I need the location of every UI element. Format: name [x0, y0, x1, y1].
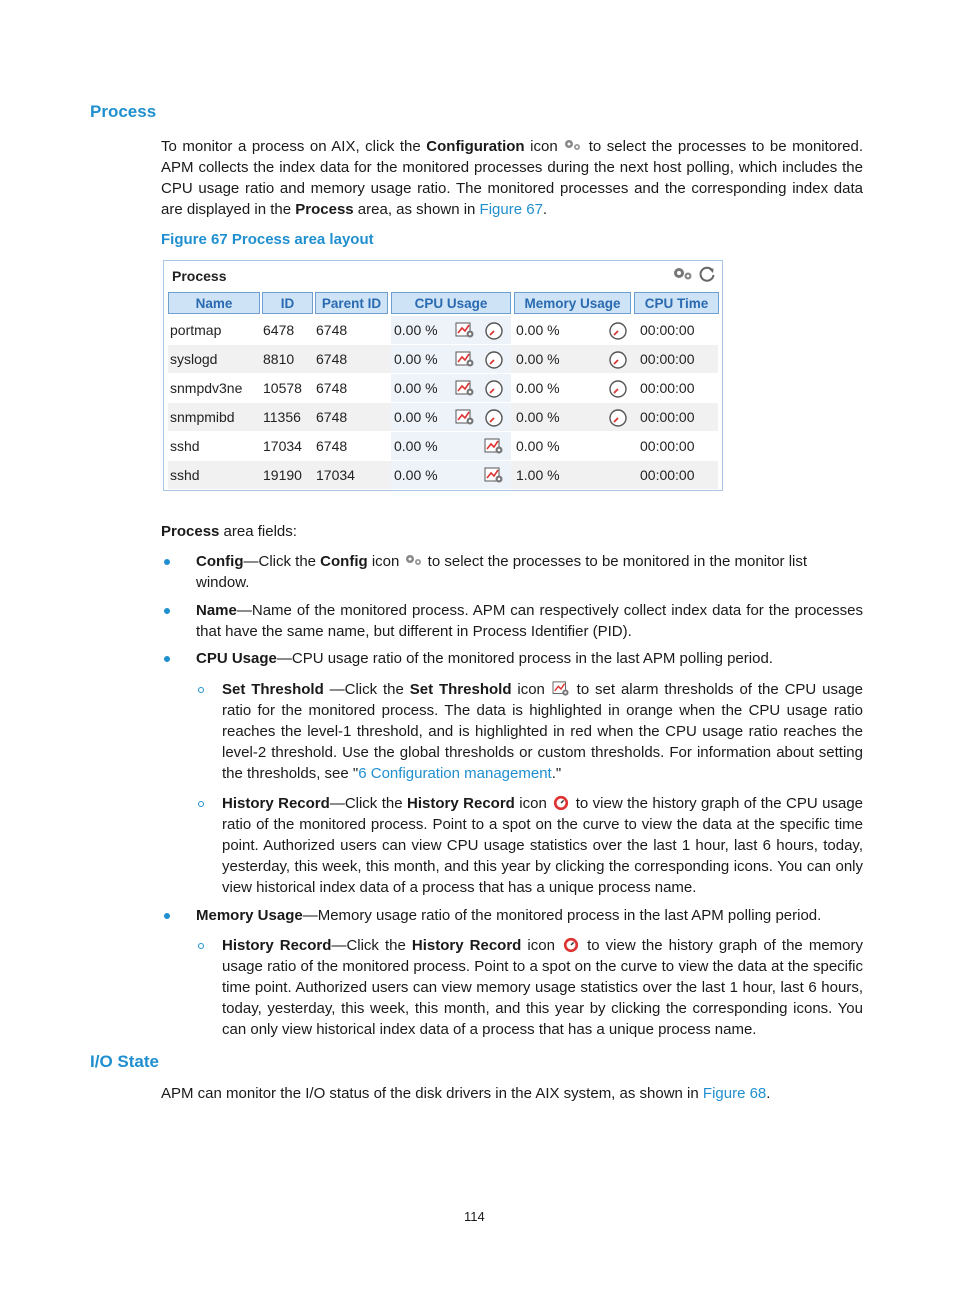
cell-name: snmpmibd — [170, 409, 235, 425]
column-header-name[interactable]: Name — [168, 292, 260, 314]
history-record-icon[interactable] — [484, 379, 504, 399]
history-record-icon[interactable] — [608, 321, 628, 341]
column-header-memory-usage[interactable]: Memory Usage — [514, 292, 631, 314]
field-config: Config—Click the Config icon to select the processes to be monitored in the monitor list window. — [196, 553, 808, 591]
section-heading-io-state: I/O State — [90, 1052, 159, 1071]
panel-title: Process — [172, 268, 227, 284]
field-set-threshold: Set Threshold —Click the Set Threshold icon to set alarm thresholds of the CPU usage ratio for the monitored process. The data is highlighted in orange when the CPU usage ratio reaches the level-1 threshold, and is highlighted in red when the CPU usage ratio reaches the level-2 threshold. Use the global thresholds or custom thresholds. For information about setting the thresholds, see "6 Configuration management." — [222, 681, 863, 782]
table-row — [168, 403, 718, 431]
table-row — [168, 432, 718, 460]
sub-bullet — [198, 801, 204, 807]
io-state-paragraph: APM can monitor the I/O status of the disk drivers in the AIX system, as shown in Figure 68. — [161, 1085, 771, 1102]
config-gears-icon — [404, 553, 424, 569]
column-header-id[interactable]: ID — [262, 292, 313, 314]
cell-id: 10578 — [263, 380, 302, 396]
set-threshold-icon[interactable] — [455, 408, 475, 426]
history-record-icon[interactable] — [608, 408, 628, 428]
cell-cpu-time: 00:00:00 — [640, 380, 695, 396]
cell-cpu-usage: 0.00 % — [394, 351, 438, 367]
set-threshold-icon[interactable] — [484, 466, 504, 484]
cell-name: snmpdv3ne — [170, 380, 243, 396]
history-record-icon — [551, 795, 571, 811]
cell-name: sshd — [170, 438, 200, 454]
cell-id: 6478 — [263, 322, 295, 338]
cell-id: 19190 — [263, 467, 302, 483]
set-threshold-icon[interactable] — [455, 379, 475, 397]
cell-memory-usage: 0.00 % — [516, 409, 560, 425]
page-number: 114 — [464, 1209, 485, 1224]
cell-name: syslogd — [170, 351, 218, 367]
bullet — [164, 608, 170, 614]
cell-parent-id: 6748 — [316, 380, 348, 396]
cell-cpu-time: 00:00:00 — [640, 351, 695, 367]
cell-parent-id: 6748 — [316, 438, 348, 454]
cell-memory-usage: 0.00 % — [516, 322, 560, 338]
cell-cpu-usage: 0.00 % — [394, 322, 438, 338]
table-row — [168, 374, 718, 402]
refresh-icon[interactable] — [698, 265, 716, 283]
column-header-cpu-time[interactable]: CPU Time — [634, 292, 719, 314]
history-record-icon[interactable] — [608, 350, 628, 370]
cell-parent-id: 6748 — [316, 351, 348, 367]
config-gears-icon[interactable] — [672, 265, 694, 283]
section-heading-process: Process — [90, 102, 157, 121]
cell-cpu-usage: 0.00 % — [394, 467, 438, 483]
cell-cpu-usage: 0.00 % — [394, 438, 438, 454]
table-row — [168, 316, 718, 344]
cell-parent-id: 6748 — [316, 409, 348, 425]
bullet — [164, 559, 170, 565]
sub-bullet — [198, 943, 204, 949]
field-cpu-usage: CPU Usage—CPU usage ratio of the monitored process in the last APM polling period. — [196, 650, 773, 667]
cell-cpu-time: 00:00:00 — [640, 438, 695, 454]
config-gears-icon — [563, 138, 583, 154]
cell-parent-id: 6748 — [316, 322, 348, 338]
cell-cpu-time: 00:00:00 — [640, 322, 695, 338]
cell-name: sshd — [170, 467, 200, 483]
fields-intro: Process area fields: — [161, 523, 297, 540]
history-record-icon — [561, 937, 581, 953]
cell-cpu-time: 00:00:00 — [640, 409, 695, 425]
figure-67-link[interactable]: Figure 67 — [479, 201, 543, 218]
cell-parent-id: 17034 — [316, 467, 355, 483]
field-name: Name—Name of the monitored process. APM can respectively collect index data for the processes that have the same name, but different in Process Identifier (PID). — [196, 602, 863, 640]
table-row — [168, 345, 718, 373]
figure-68-link[interactable]: Figure 68 — [702, 1085, 767, 1102]
field-history-record-cpu: History Record—Click the History Record icon to view the history graph of the CPU usage ratio of the monitored process. Point to a spot on the curve to view the data at the specific time point. Authorized users can view CPU usage statistics over the last 1 hour, last 6 hours, today, yesterday, this week, this month, and this year by clicking the corresponding icons. You can only view historical index data of a process that has a unique process name. — [222, 795, 864, 896]
cell-cpu-time: 00:00:00 — [640, 467, 695, 483]
field-history-record-memory: History Record—Click the History Record icon to view the history graph of the memory usage ratio of the monitored process. Point to a spot on the curve to view the data at the specific time point. Authorized users can view memory usage statistics over the last 1 hour, last 6 hours, today, yesterday, this week, this month, and this year by clicking the corresponding icons. You can only view historical index data of a process that has a unique process name. — [222, 937, 863, 1038]
history-record-icon[interactable] — [484, 321, 504, 341]
cell-id: 8810 — [263, 351, 295, 367]
cell-name: portmap — [170, 322, 222, 338]
set-threshold-icon[interactable] — [455, 321, 475, 339]
figure-caption: Figure 67 Process area layout — [161, 231, 374, 248]
column-header-cpu-usage[interactable]: CPU Usage — [391, 292, 511, 314]
column-header-parent-id[interactable]: Parent ID — [315, 292, 388, 314]
cell-memory-usage: 0.00 % — [516, 438, 560, 454]
set-threshold-icon[interactable] — [484, 437, 504, 455]
bullet — [164, 913, 170, 919]
cell-cpu-usage: 0.00 % — [394, 380, 438, 396]
field-memory-usage: Memory Usage—Memory usage ratio of the monitored process in the last APM polling period. — [196, 907, 822, 924]
bullet — [164, 656, 170, 662]
set-threshold-icon — [551, 681, 571, 697]
set-threshold-icon[interactable] — [455, 350, 475, 368]
sub-bullet — [198, 687, 204, 693]
configuration-management-link[interactable]: 6 Configuration management — [358, 765, 552, 782]
history-record-icon[interactable] — [608, 379, 628, 399]
cell-memory-usage: 0.00 % — [516, 380, 560, 396]
history-record-icon[interactable] — [484, 350, 504, 370]
process-panel — [163, 260, 723, 491]
history-record-icon[interactable] — [484, 408, 504, 428]
cell-memory-usage: 0.00 % — [516, 351, 560, 367]
cell-id: 11356 — [263, 409, 301, 425]
cell-id: 17034 — [263, 438, 302, 454]
cell-cpu-usage: 0.00 % — [394, 409, 438, 425]
table-row — [168, 461, 718, 489]
cell-memory-usage: 1.00 % — [516, 467, 560, 483]
process-intro-paragraph: To monitor a process on AIX, click the Configuration icon to select the processes to be monitored. APM collects the index data for the monitored processes during the next host polling, which includes the CPU usage ratio and memory usage ratio. The monitored processes and the corresponding index data are displayed in the Process area, as shown in Figure 67. — [161, 138, 863, 218]
